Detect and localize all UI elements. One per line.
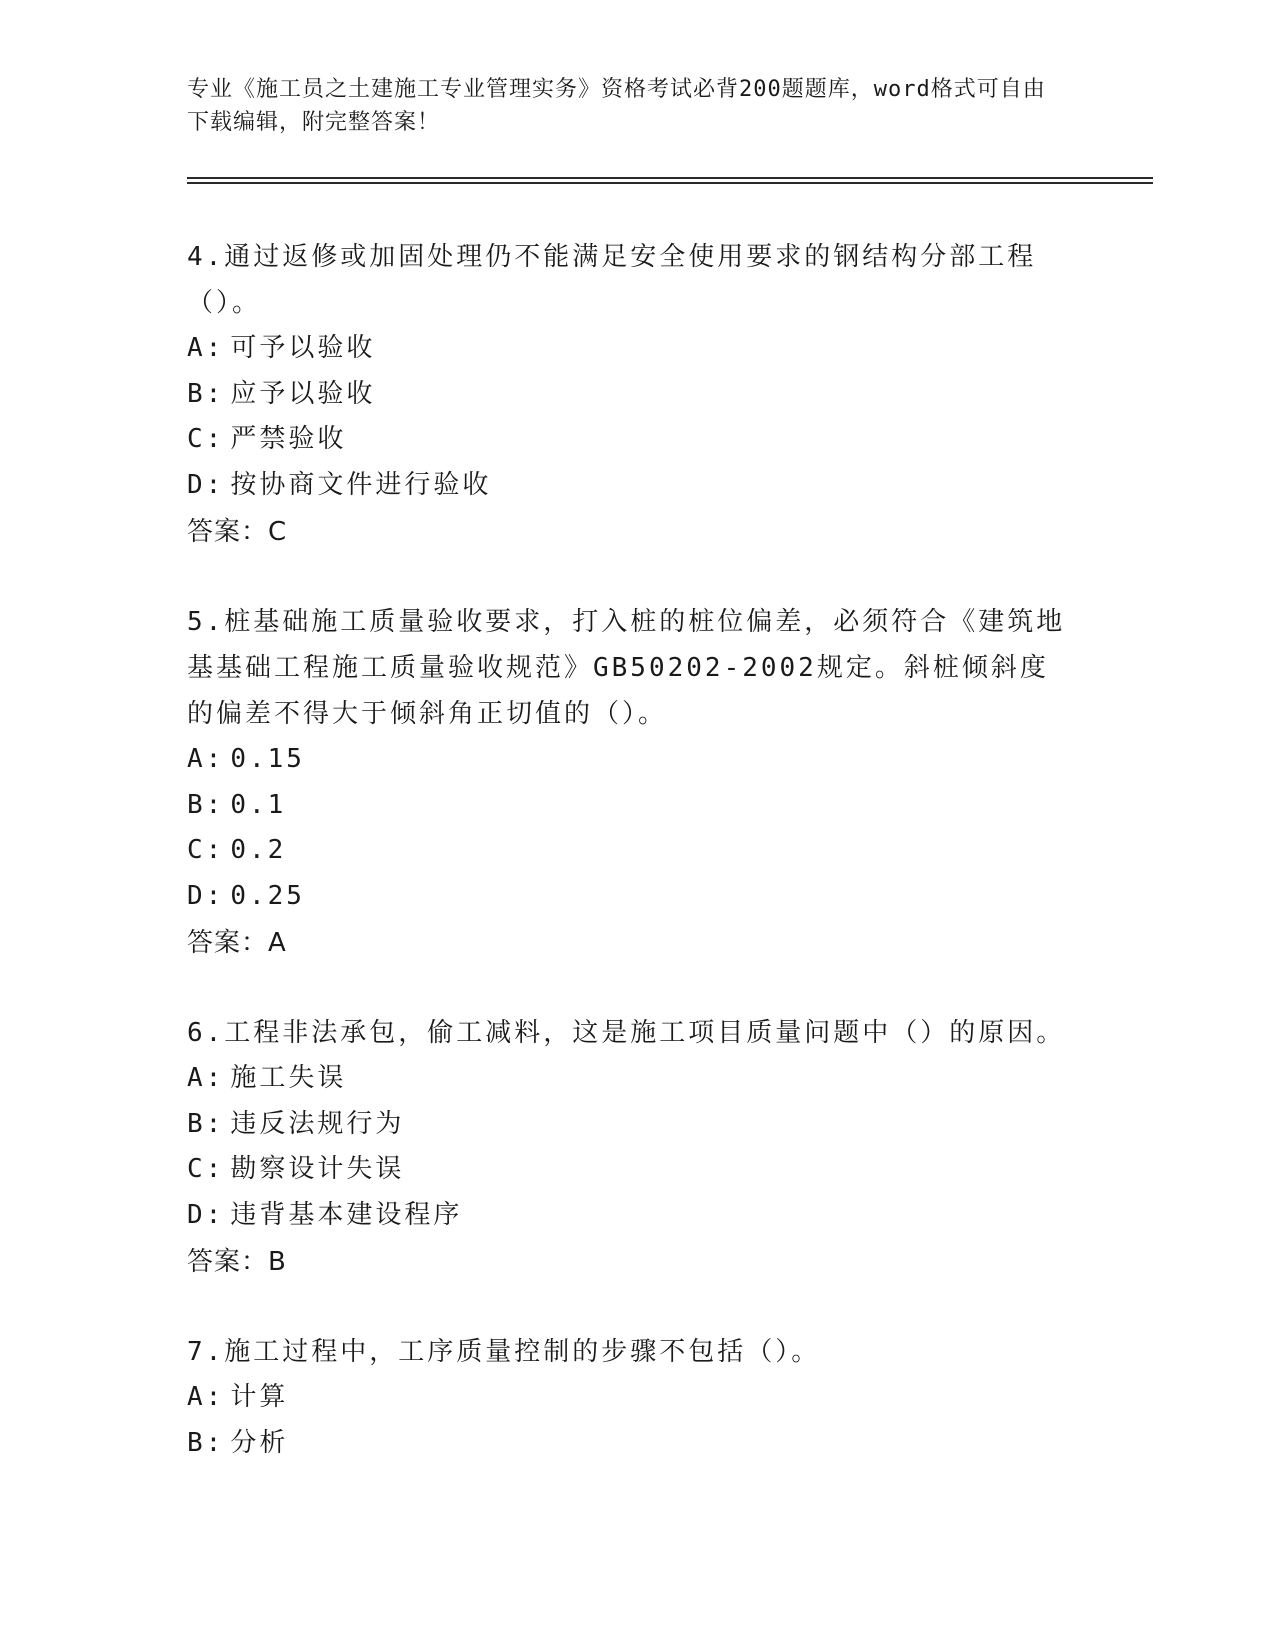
- option-value: 计算: [230, 1382, 289, 1412]
- option-b: [187, 1421, 1077, 1467]
- option-label: A:: [187, 1382, 225, 1412]
- option-b: [187, 1102, 1077, 1148]
- answer-line: 答案：C: [187, 517, 288, 547]
- option-value: 0.1: [230, 789, 287, 820]
- question-text: 6.工程非法承包，偷工减料，这是施工项目质量问题中（）的原因。: [187, 1018, 1066, 1048]
- option-c: [187, 1147, 1077, 1193]
- option-value: 分析: [230, 1427, 289, 1458]
- option-value: 应予以验收: [230, 378, 376, 409]
- option-label: C:: [187, 835, 225, 865]
- question-item: [187, 1329, 1077, 1466]
- option-a: [187, 1056, 1077, 1102]
- option-value: 违背基本建设程序: [230, 1199, 463, 1230]
- header-divider-thick: [187, 182, 1153, 184]
- question-item: [187, 234, 1077, 556]
- option-value: 施工失误: [230, 1063, 347, 1093]
- option-label: A:: [187, 1063, 225, 1093]
- option-d: [187, 463, 1077, 509]
- option-d: [187, 1193, 1077, 1239]
- option-value: 可予以验收: [230, 333, 376, 363]
- option-value: 0.15: [230, 744, 305, 774]
- option-a: [187, 326, 1077, 372]
- option-label: B:: [187, 378, 225, 409]
- option-value: 严禁验收: [230, 424, 347, 454]
- option-value: 按协商文件进行验收: [230, 469, 492, 500]
- option-label: B:: [187, 789, 225, 820]
- answer-line: 答案：B: [187, 1247, 287, 1277]
- question-item: [187, 599, 1077, 967]
- option-b: [187, 783, 1077, 829]
- option-label: C:: [187, 424, 225, 454]
- question-list: [187, 234, 1077, 1509]
- option-label: A:: [187, 333, 225, 363]
- question-text: 7.施工过程中，工序质量控制的步骤不包括（）。: [187, 1337, 821, 1367]
- option-label: B:: [187, 1108, 225, 1139]
- question-text: 4.通过返修或加固处理仍不能满足安全使用要求的钢结构分部工程（）。: [187, 242, 1037, 318]
- option-label: D:: [187, 469, 225, 500]
- header-divider-thin: [187, 177, 1153, 179]
- option-label: D:: [187, 1199, 225, 1230]
- answer-line: 答案：A: [187, 928, 287, 958]
- option-value: 0.25: [230, 880, 305, 911]
- option-label: D:: [187, 880, 225, 911]
- option-value: 勘察设计失误: [230, 1154, 405, 1184]
- document-header: 专业《施工员之土建施工专业管理实务》资格考试必背200题题库，word格式可自由下载编辑，附完整答案！: [187, 77, 1046, 135]
- option-a: [187, 1375, 1077, 1421]
- option-label: B:: [187, 1427, 225, 1458]
- option-c: [187, 828, 1077, 874]
- option-label: C:: [187, 1154, 225, 1184]
- option-label: A:: [187, 744, 225, 774]
- question-item: [187, 1010, 1077, 1286]
- option-b: [187, 372, 1077, 418]
- option-value: 0.2: [230, 835, 287, 865]
- option-a: [187, 737, 1077, 783]
- option-d: [187, 874, 1077, 920]
- option-c: [187, 417, 1077, 463]
- question-text: 5.桩基础施工质量验收要求，打入桩的桩位偏差，必须符合《建筑地基基础工程施工质量验收规范》GB50202-2002规定。斜桩倾斜度的偏差不得大于倾斜角正切值的（）。: [187, 607, 1066, 729]
- option-value: 违反法规行为: [230, 1108, 405, 1139]
